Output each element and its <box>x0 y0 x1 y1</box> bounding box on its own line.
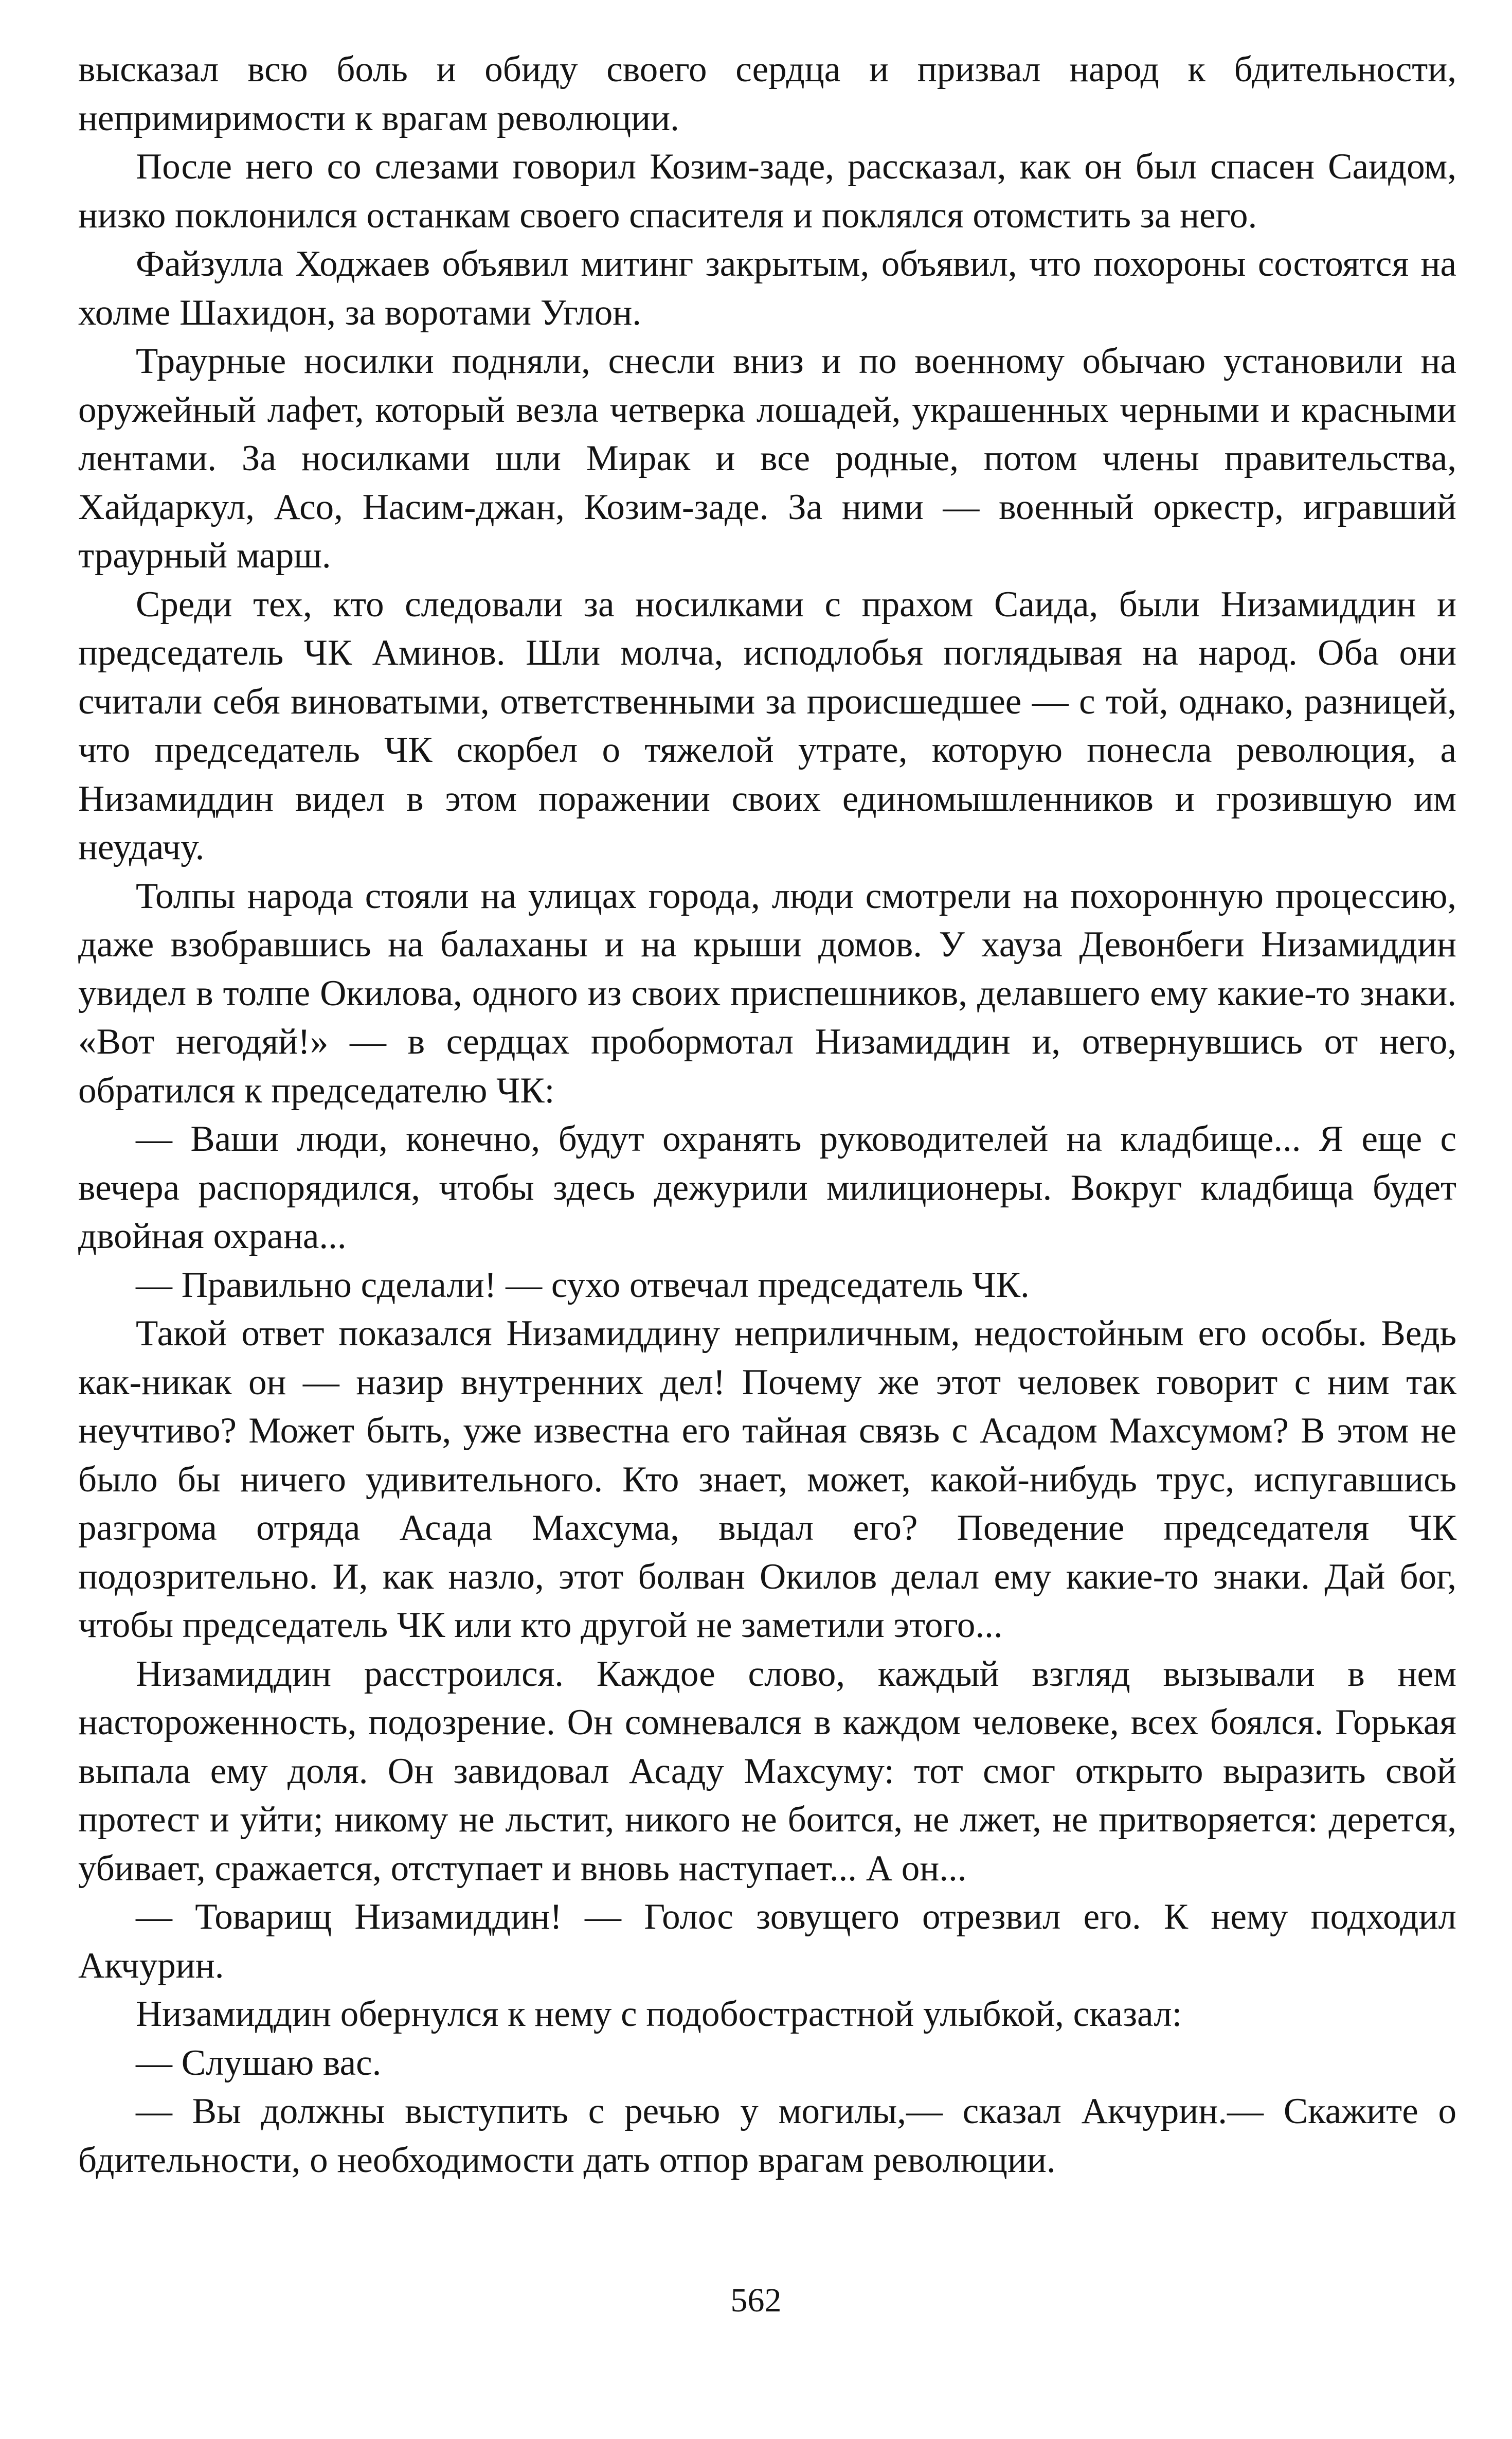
body-text <box>78 45 1456 2184</box>
paragraph: Такой ответ показался Низамиддину неприличным, недостойным его особы. Ведь как-никак он — назир внутренних дел! Почему же этот человек говорит с ним так неучтиво? Может быть, уже известна его тайная связь с Асадом Махсумом? В этом не было бы ничего удивительного. Кто знает, может, какой-нибудь трус, испугавшись разгрома отряда Асада Махсума, выдал его? Поведение председателя ЧК подозрительно. И, как назло, этот болван Окилов делал ему какие-то знаки. Дай бог, чтобы председатель ЧК или кто другой не заметили этого... <box>78 1313 1456 1645</box>
paragraph: Файзулла Ходжаев объявил митинг закрытым, объявил, что похороны состоятся на холме Шахидон, за воротами Углон. <box>78 244 1456 333</box>
page-number: 562 <box>730 2282 782 2319</box>
dialogue-line: — Ваши люди, конечно, будут охранять руководителей на кладбище... Я еще с вечера распорядился, чтобы здесь дежурили милиционеры. Вокруг кладбища будет двойная охрана... <box>78 1119 1456 1256</box>
paragraph: После него со слезами говорил Козим-заде, рассказал, как он был спасен Саидом, низко поклонился останкам своего спасителя и поклялся отомстить за него. <box>78 147 1456 236</box>
dialogue-line: — Товарищ Низамиддин! — Голос зовущего отрезвил его. К нему подходил Акчурин. <box>78 1897 1456 1986</box>
paragraph-continuation: высказал всю боль и обиду своего сердца и призвал народ к бдительности, непримиримости к врагам революции. <box>78 49 1456 138</box>
dialogue-line: — Правильно сделали! — сухо отвечал председатель ЧК. <box>136 1265 1030 1305</box>
paragraph: Низамиддин обернулся к нему с подобострастной улыбкой, сказал: <box>136 1994 1182 2034</box>
paragraph: Толпы народа стояли на улицах города, люди смотрели на похоронную процессию, даже взобравшись на балаханы и на крыши домов. У хауза Девонбеги Низамиддин увидел в толпе Окилова, одного из своих приспешников, делавшего ему какие-то знаки. «Вот негодяй!» — в сердцах пробормотал Низамиддин и, отвернувшись от него, обратился к председателю ЧК: <box>78 876 1456 1111</box>
paragraph: Среди тех, кто следовали за носилками с прахом Саида, были Низамиддин и председатель ЧК Аминов. Шли молча, исподлобья поглядывая на народ. Оба они считали себя виноватыми, ответственными за происшедшее — с той, однако, разницей, что председатель ЧК скорбел о тяжелой утрате, которую понесла революция, а Низамиддин видел в этом поражении своих единомышленников и грозившую им неудачу. <box>78 584 1456 867</box>
paragraph: Траурные носилки подняли, снесли вниз и по военному обычаю установили на оружейный лафет, который везла четверка лошадей, украшенных черными и красными лентами. За носилками шли Мирак и все родные, потом члены правительства, Хайдаркул, Асо, Насим-джан, Козим-заде. За ними — военный оркестр, игравший траурный марш. <box>78 341 1456 576</box>
paragraph: Низамиддин расстроился. Каждое слово, каждый взгляд вызывали в нем настороженность, подозрение. Он сомневался в каждом человеке, всех боялся. Горькая выпала ему доля. Он завидовал Асаду Махсуму: тот смог открыто выразить свой протест и уйти; никому не льстит, никого не боится, не лжет, не притворяется: дерется, убивает, сражается, отступает и вновь наступает... А он... <box>78 1653 1456 1889</box>
dialogue-line: — Вы должны выступить с речью у могилы,— сказал Акчурин.— Скажите о бдительности, о необходимости дать отпор врагам революции. <box>78 2091 1456 2180</box>
dialogue-line: — Слушаю вас. <box>136 2042 382 2083</box>
